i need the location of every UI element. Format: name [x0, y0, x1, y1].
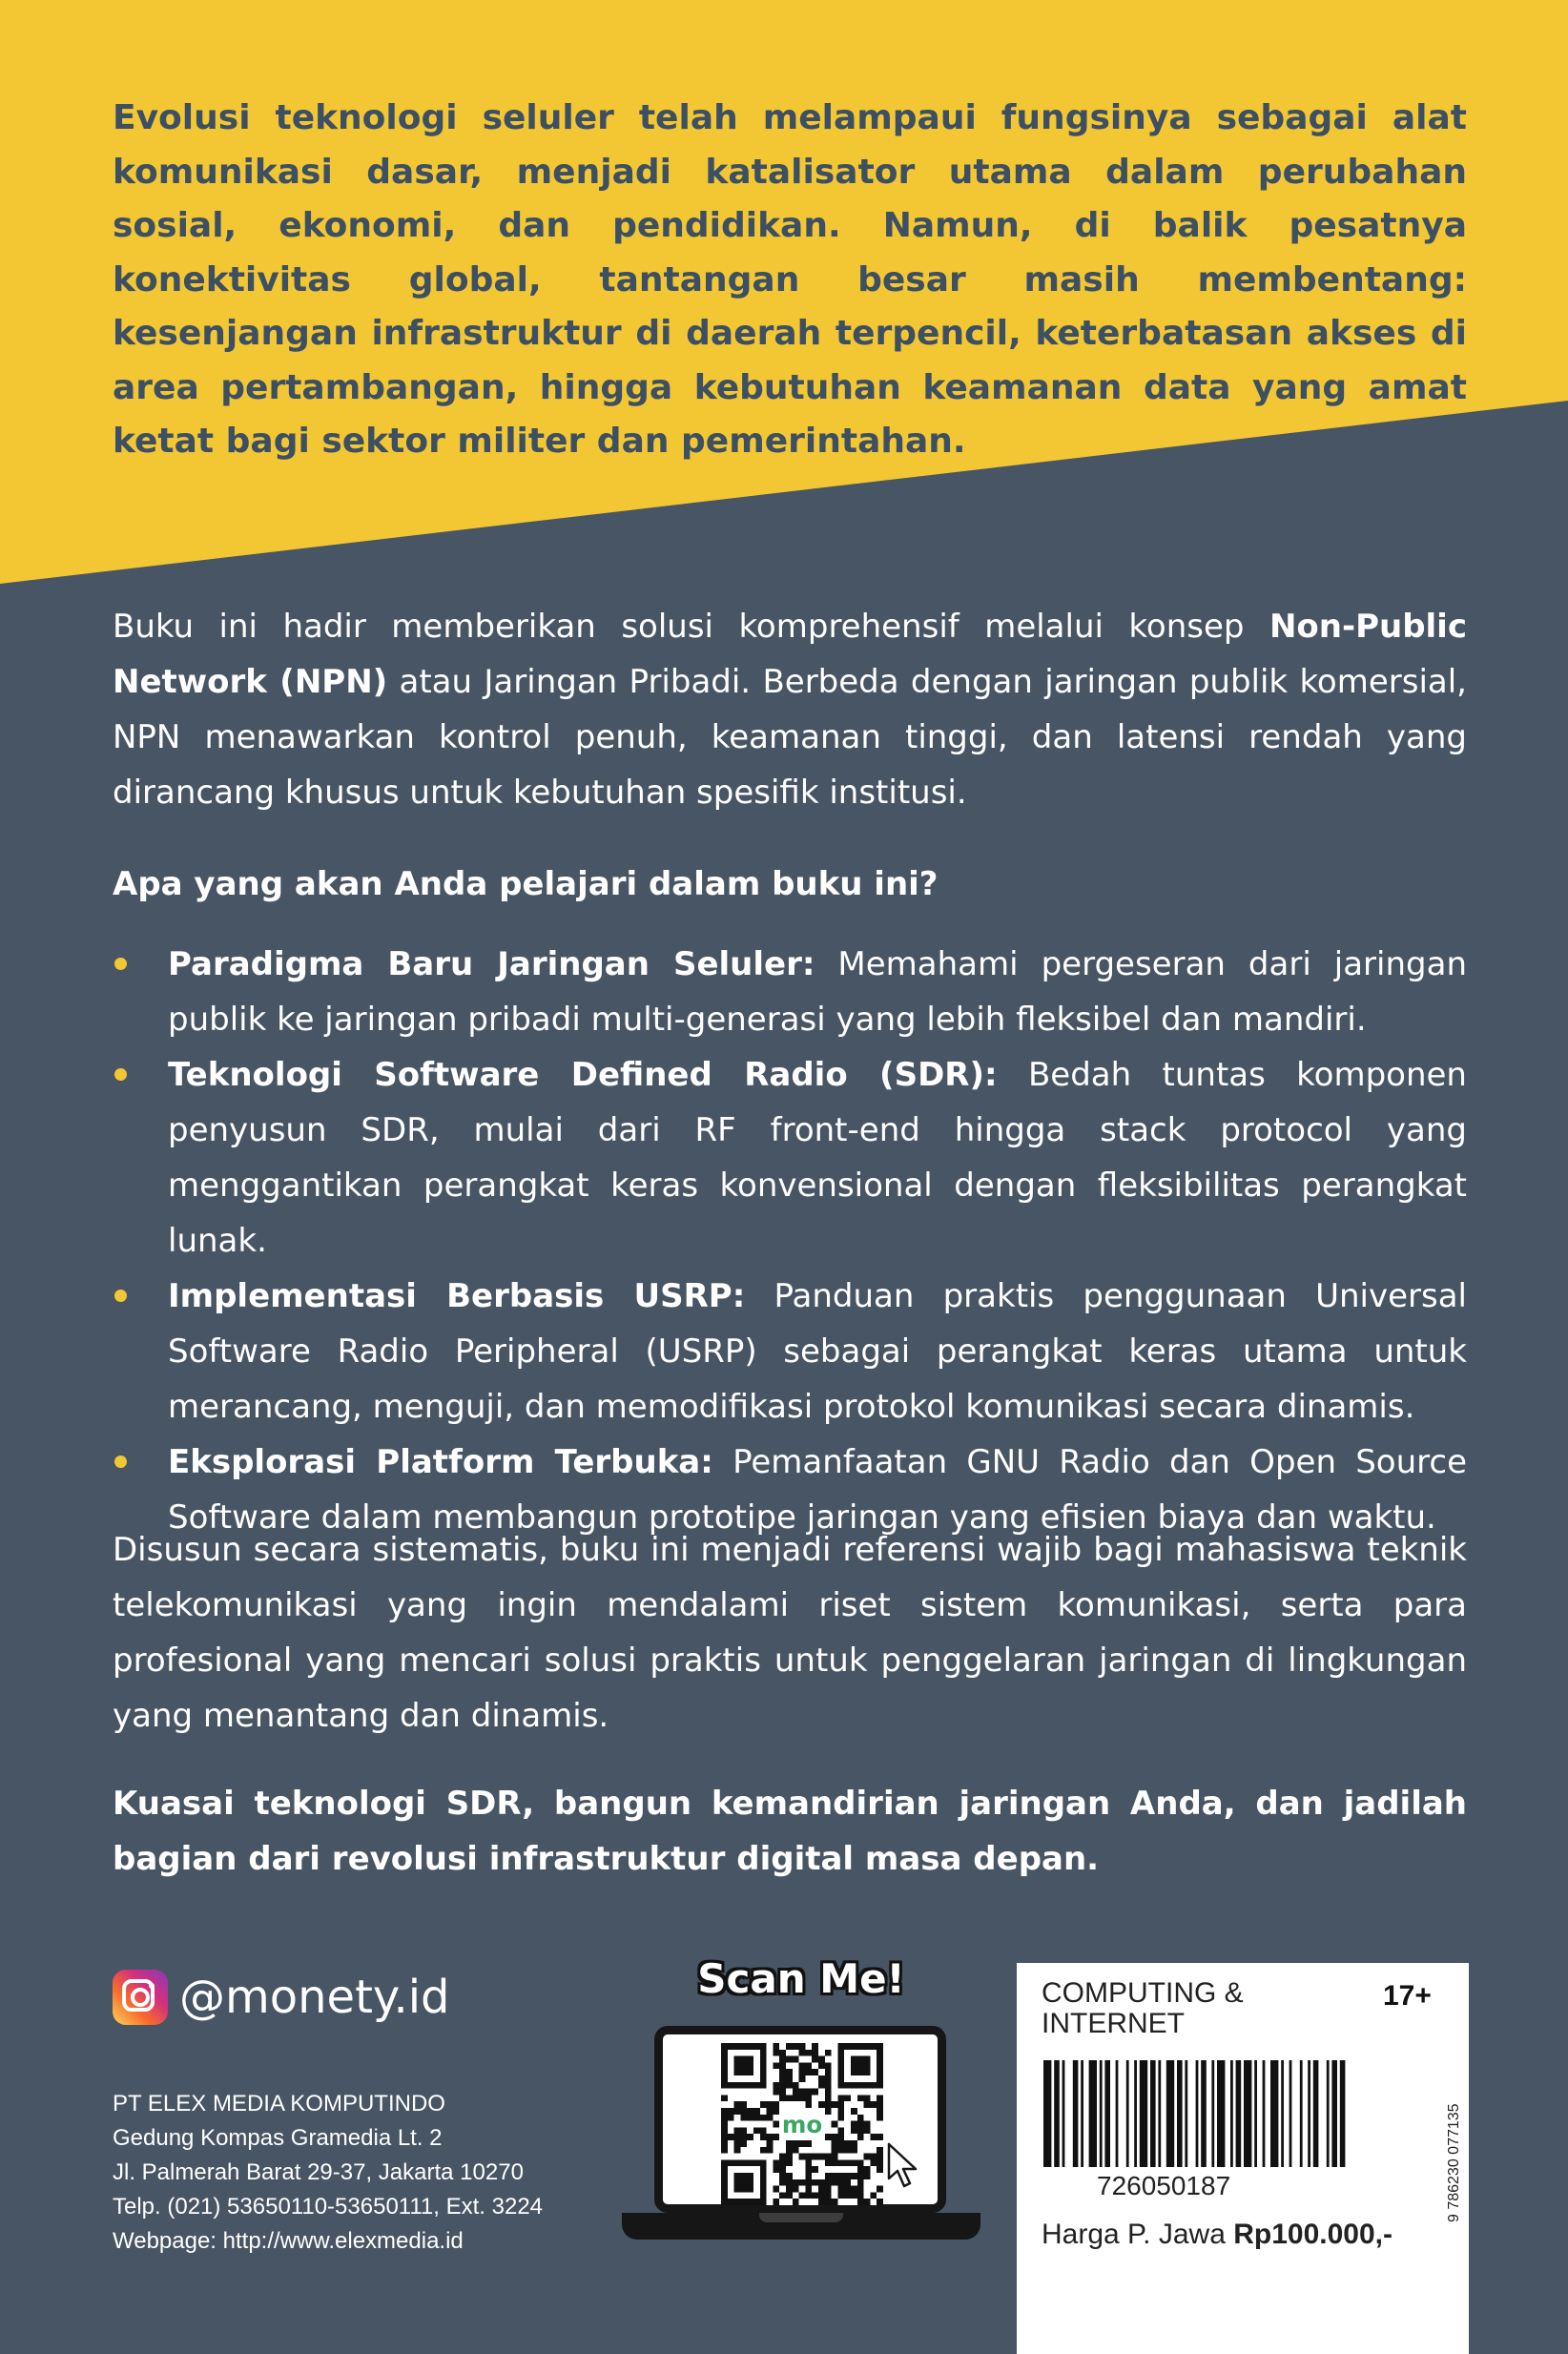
bullet-dot-icon — [114, 1068, 127, 1081]
bullet-dot-icon — [114, 1456, 127, 1468]
category-line-1: COMPUTING & — [1042, 1977, 1244, 2009]
price-value: Rp100.000,- — [1233, 2219, 1393, 2250]
category-line-2: INTERNET — [1042, 2008, 1185, 2039]
instagram-handle: @monety.id — [179, 1971, 450, 2024]
laptop-notch — [759, 2213, 843, 2222]
npn-term: Non-Public Network (NPN) — [113, 608, 1467, 701]
publisher-name: PT ELEX MEDIA KOMPUTINDO — [113, 2091, 445, 2117]
publisher-address — [113, 2087, 647, 2259]
bullet-text: Panduan praktis penggunaan Universal Software Radio Peripheral (USRP) sebagai perangkat keras utama untuk merancang, menguji, dan memodifikasi protokol komunikasi secara dinamis. — [168, 1277, 1468, 1426]
price-label: Harga P. Jawa — [1042, 2219, 1234, 2250]
publisher-webpage: Webpage: http://www.elexmedia.id — [113, 2228, 464, 2254]
closing-statement: Kuasai teknologi SDR, bangun kemandirian jaringan Anda, dan jadilah bagian dari revolusi infrastruktur digital masa depan. — [113, 1785, 1467, 1878]
isbn-barcode — [1042, 2060, 1433, 2167]
list-item — [113, 937, 1467, 1047]
qr-code[interactable] — [721, 2043, 883, 2205]
learning-points-list — [113, 937, 1467, 1545]
bullet-text: Bedah tuntas komponen penyusun SDR, mulai dari RF front-end hingga stack protocol yang menggantikan perangkat keras konvensional dengan fleksibilitas perangkat lunak. — [168, 1056, 1467, 1260]
publisher-building: Gedung Kompas Gramedia Lt. 2 — [113, 2125, 443, 2151]
audience-paragraph: Disusun secara sistematis, buku ini menjadi referensi wajib bagi mahasiswa teknik telekomunikasi yang ingin mendalami riset sistem komunikasi, serta para profesional yang mencari solusi praktis untuk penggelaran jaringan di lingkungan yang menantang dan dinamis. — [113, 1531, 1467, 1735]
bullet-title: Implementasi Berbasis USRP: — [168, 1277, 746, 1315]
bullet-dot-icon — [114, 958, 127, 970]
cursor-icon — [885, 2142, 923, 2190]
instagram-icon — [113, 1970, 168, 2025]
description-text-pre: Buku ini hadir memberikan solusi komprehensif melalui konsep — [113, 608, 1269, 646]
barcode-number: 726050187 — [1097, 2171, 1231, 2200]
list-item — [113, 1047, 1467, 1269]
age-rating: 17+ — [1383, 1980, 1432, 2012]
scan-me-label: Scan Me! — [697, 1955, 905, 2002]
bullet-dot-icon — [114, 1290, 127, 1302]
intro-paragraph: Evolusi teknologi seluler telah melampaui fungsinya sebagai alat komunikasi dasar, menjadi katalisator utama dalam perubahan sosial, ekonomi, dan pendidikan. Namun, di balik pesatnya konektivitas global, tantangan besar masih membentang: kesenjangan infrastruktur di daerah terpencil, keterbatasan akses di area pertambangan, hingga kebutuhan keamanan data yang amat ketat bagi sektor militer dan pemerintahan. — [113, 98, 1467, 461]
price-tag — [1042, 2219, 1393, 2251]
description-text-post: atau Jaringan Pribadi. Berbeda dengan jaringan publik komersial, NPN menawarkan kontrol penuh, keamanan tinggi, dan latensi rendah yang dirancang khusus untuk kebutuhan spesifik institusi. — [113, 663, 1467, 812]
publisher-phone: Telp. (021) 53650110-53650111, Ext. 3224 — [113, 2194, 544, 2220]
book-category — [1042, 1978, 1270, 2039]
list-item — [113, 1269, 1467, 1435]
bullet-text: Memahami pergeseran dari jaringan publik ke jaringan pribadi multi-generasi yang lebih fleksibel dan mandiri. — [168, 945, 1467, 1039]
bullet-title: Teknologi Software Defined Radio (SDR): — [168, 1056, 998, 1094]
description-paragraph — [113, 599, 1467, 820]
instagram-link[interactable] — [113, 1967, 450, 2028]
bullet-title: Paradigma Baru Jaringan Seluler: — [168, 945, 815, 983]
isbn-number: 9 786230 077135 — [1446, 2103, 1462, 2222]
bullet-title: Eksplorasi Platform Terbuka: — [168, 1443, 713, 1481]
publisher-street: Jl. Palmerah Barat 29-37, Jakarta 10270 — [113, 2159, 524, 2185]
learning-question-heading: Apa yang akan Anda pelajari dalam buku ini? — [113, 865, 939, 903]
qr-logo: mo — [781, 2110, 823, 2138]
bullet-text: Pemanfaatan GNU Radio dan Open Source Software dalam membangun prototipe jaringan yang efisien biaya dan waktu. — [168, 1443, 1467, 1537]
